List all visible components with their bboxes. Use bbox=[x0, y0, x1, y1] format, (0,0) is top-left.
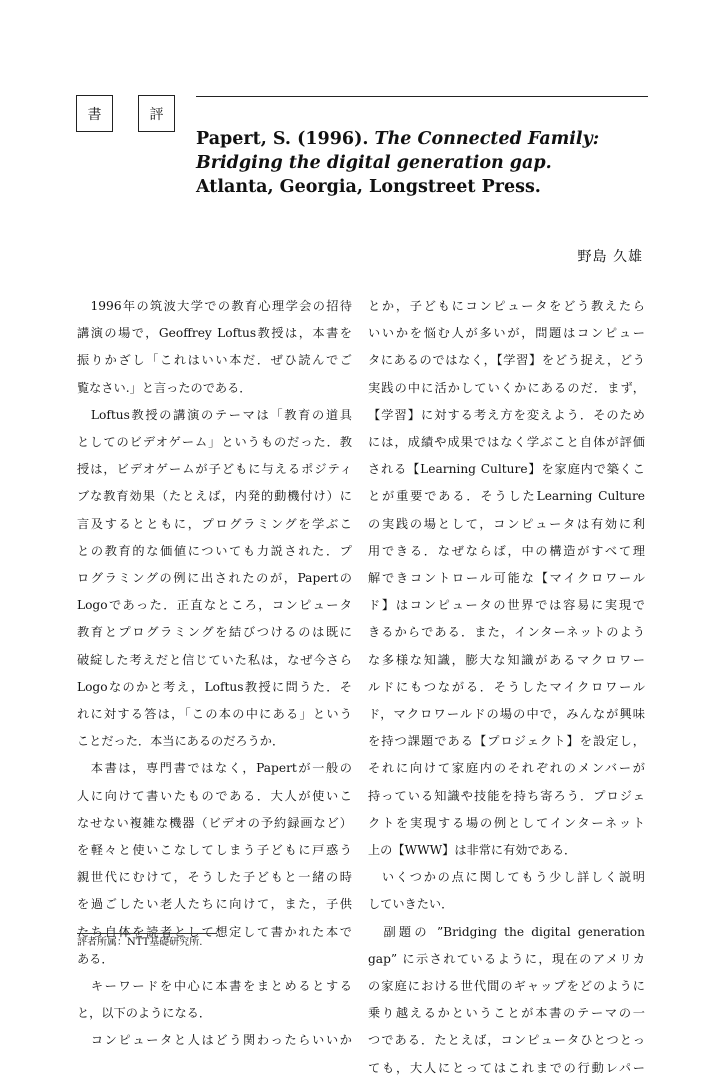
right-line: には，成績や成果ではなく学ぶこと自体が評価 bbox=[368, 435, 645, 450]
book-title bbox=[196, 127, 666, 199]
header-rule bbox=[196, 96, 648, 97]
right-line: きるからである．また，インターネットのよう bbox=[368, 625, 645, 640]
left-line: を過ごしたい老人たちに向けて，また，子供 bbox=[77, 897, 352, 912]
title-line-2: Bridging the digital generation gap. bbox=[196, 153, 552, 173]
left-line: Logoなのかと考え，Loftus教授に問うた．そ bbox=[77, 679, 352, 694]
footnote-affiliation: 評者所属：NTT基礎研究所. bbox=[77, 937, 203, 948]
right-line: クトを実現する場の例としてインターネット bbox=[368, 815, 645, 830]
right-line: いいかを悩む人が多いが，問題はコンピュー bbox=[368, 326, 645, 341]
left-line: を軽々と使いこなしてしまう子どもに戸惑う bbox=[77, 843, 352, 858]
left-line: キーワードを中心に本書をまとめるとする bbox=[77, 979, 352, 994]
right-line: 乗り越えるかということが本書のテーマの一 bbox=[368, 1006, 645, 1021]
right-line: gap” に示されているように，現在のアメリカ bbox=[368, 951, 645, 966]
right-line: とが重要である．そうしたLearning Culture bbox=[368, 489, 645, 504]
title-line-3: Atlanta, Georgia, Longstreet Press. bbox=[196, 177, 541, 197]
left-line: ある． bbox=[77, 951, 114, 966]
left-line: コンピュータと人はどう関わったらいいか bbox=[77, 1033, 352, 1048]
right-line: とか，子どもにコンピュータをどう教えたら bbox=[368, 299, 645, 313]
right-line: の家庭における世代間のギャップをどのように bbox=[368, 979, 645, 994]
right-line: な多様な知識，膨大な知識があるマクロワー bbox=[368, 652, 645, 667]
right-line: それに向けて家庭内のそれぞれのメンバーが bbox=[368, 761, 645, 776]
left-line: 授は，ビデオゲームが子どもに与えるポジティ bbox=[77, 462, 352, 477]
section-label-2: 評 bbox=[149, 106, 164, 123]
left-line: との教育的な価値についても力説された．プ bbox=[77, 543, 352, 558]
left-line: 振りかざし「これはいい本だ．ぜひ読んでご bbox=[77, 353, 352, 368]
right-line: ルドにもつながる．そうしたマイクロワール bbox=[368, 679, 645, 694]
left-line: なせない複雑な機器（ビデオの予約録画など） bbox=[77, 815, 352, 830]
title-colon: : bbox=[592, 129, 600, 149]
right-line: ド】はコンピュータの世界では容易に実現で bbox=[368, 598, 645, 613]
title-book-name: The Connected Family bbox=[374, 129, 593, 149]
section-label-box-2 bbox=[138, 95, 175, 132]
left-line: 本書は，専門書ではなく，Papertが一般の bbox=[77, 761, 352, 776]
right-line: していきたい． bbox=[368, 897, 454, 912]
left-line: 人に向けて書いたものである．大人が使いこ bbox=[77, 788, 352, 803]
left-line: 覧なさい.」と言ったのである． bbox=[77, 380, 252, 395]
title-line-1 bbox=[196, 127, 666, 151]
right-line: つである．たとえば，コンピュータひとつとっ bbox=[368, 1033, 645, 1048]
left-line: 言及するとともに，プログラミングを学ぶこ bbox=[77, 516, 352, 531]
left-line: と，以下のようになる． bbox=[77, 1006, 212, 1021]
left-line: Logoであった．正直なところ，コンピュータ bbox=[77, 598, 352, 613]
left-line: 親世代にむけて，そうした子どもと一緒の時 bbox=[77, 870, 352, 885]
left-line: としてのビデオゲーム」というものだった．教 bbox=[77, 435, 352, 450]
section-label-1: 書 bbox=[87, 106, 102, 123]
right-line: 実践の中に活かしていくかにあるのだ．まず， bbox=[368, 380, 645, 395]
right-line: 上の【WWW】は非常に有効である． bbox=[368, 843, 577, 858]
left-line: 教育とプログラミングを結びつけるのは既に bbox=[77, 625, 352, 640]
right-line: ド，マクロワールドの場の中で，みんなが興味 bbox=[368, 707, 645, 722]
left-line: 破綻した考えだと信じていた私は，なぜ今さら bbox=[77, 652, 352, 667]
right-line: 【学習】に対する考え方を変えよう．そのため bbox=[368, 407, 645, 422]
left-line: れに対する答は，「この本の中にある」という bbox=[77, 707, 352, 722]
left-line: Loftus教授の講演のテーマは「教育の道具 bbox=[77, 407, 352, 422]
right-line: 副題の ”Bridging the digital generation bbox=[368, 924, 645, 939]
right-line: いくつかの点に関してもう少し詳しく説明 bbox=[368, 870, 645, 885]
right-line: タにあるのではなく，【学習】をどう捉え，どう bbox=[368, 353, 645, 368]
section-label-box-1 bbox=[76, 95, 113, 132]
right-line: 用できる．なぜならば，中の構造がすべて理 bbox=[368, 543, 645, 558]
right-line: を持つ課題である【プロジェクト】を設定し， bbox=[368, 734, 645, 749]
footnote-rule bbox=[77, 933, 217, 934]
left-line: たち自体を読者として想定して書かれた本で bbox=[77, 924, 352, 939]
right-line: 持っている知識や技能を持ち寄ろう．プロジェ bbox=[368, 788, 645, 803]
left-line: ブな教育効果（たとえば，内発的動機付け）に bbox=[77, 489, 352, 504]
right-line: ても，大人にとってはこれまでの行動レパー bbox=[368, 1060, 645, 1075]
left-line: ことだった．本当にあるのだろうか． bbox=[77, 734, 285, 749]
left-line: 講演の場で，Geoffrey Loftus教授は，本書を bbox=[77, 326, 352, 341]
right-line: される【Learning Culture】を家庭内で築くこ bbox=[368, 462, 645, 477]
right-line: の実践の場として，コンピュータは有効に利 bbox=[368, 516, 645, 531]
left-line: 1996年の筑波大学での教育心理学会の招待 bbox=[77, 299, 352, 313]
left-line: ログラミングの例に出されたのが，Papertの bbox=[77, 571, 352, 586]
reviewer-name: 野島 久雄 bbox=[577, 249, 643, 265]
title-author-year: Papert, S. (1996). bbox=[196, 129, 369, 149]
right-column bbox=[368, 293, 645, 1082]
right-line: 解できコントロール可能な【マイクロワール bbox=[368, 571, 645, 586]
